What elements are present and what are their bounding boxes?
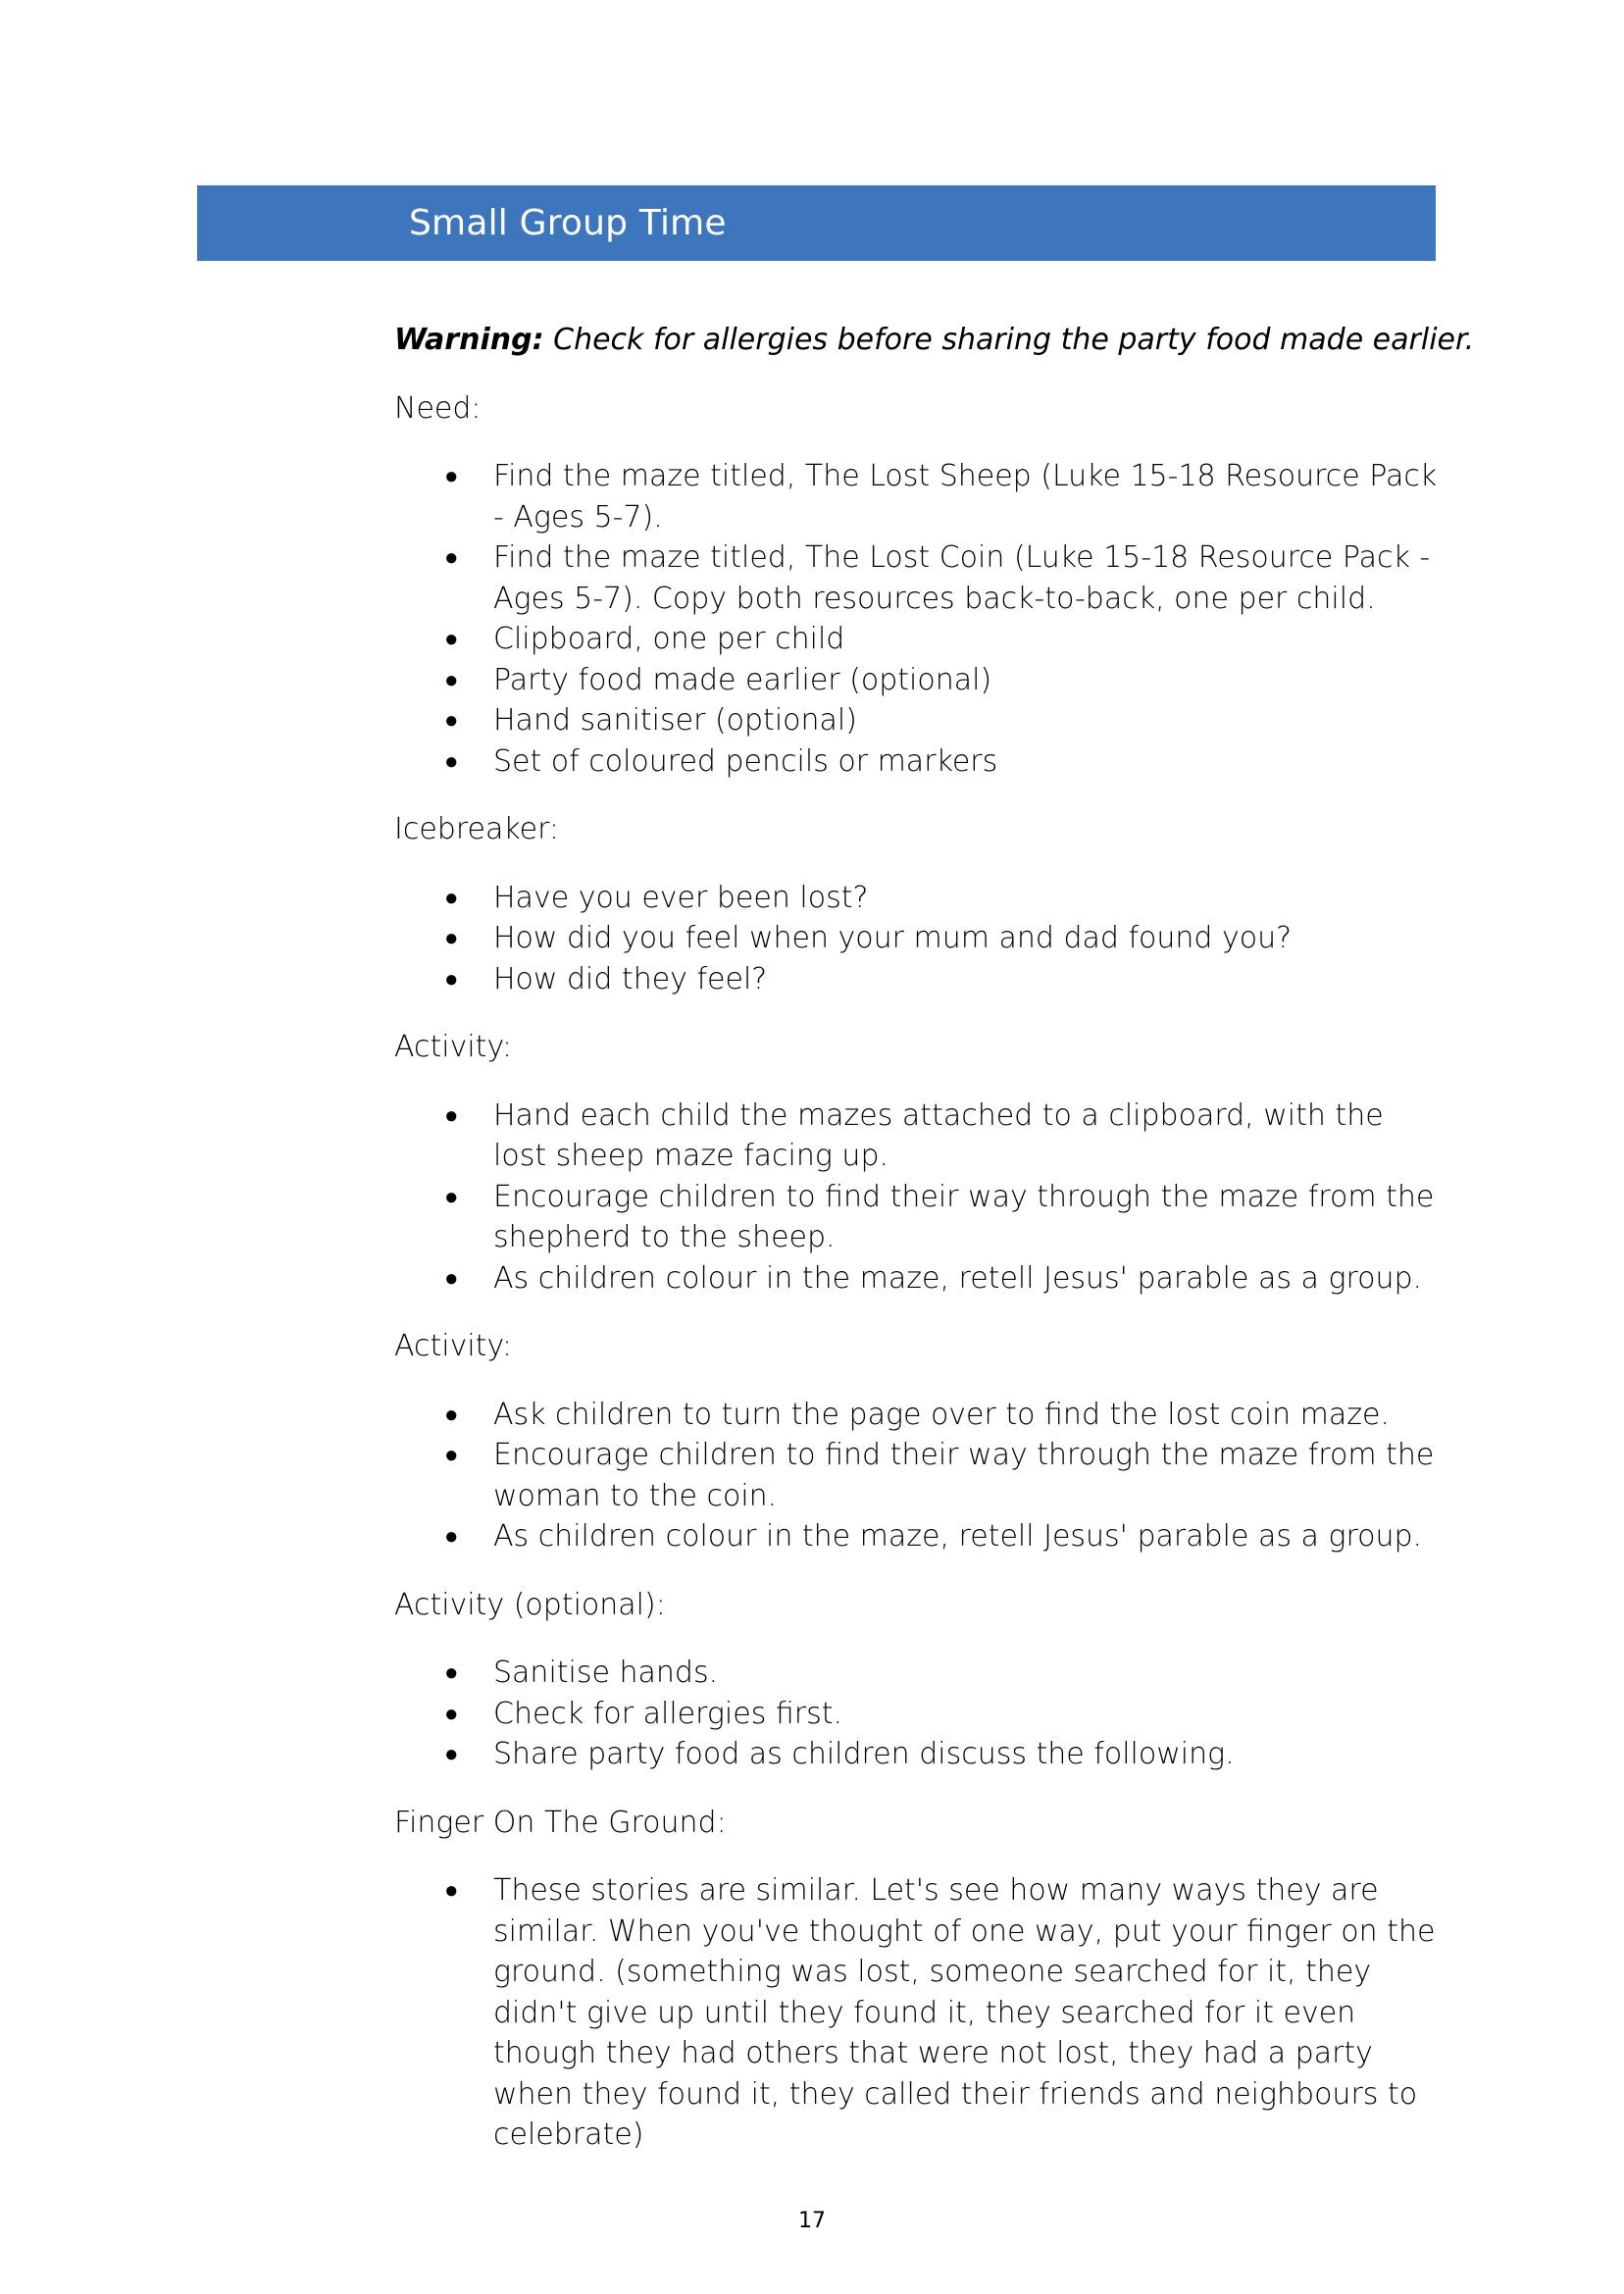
bullet-icon: ●: [444, 1182, 459, 1210]
section-label: Activity (optional):: [394, 1587, 666, 1622]
bullet-list: [394, 878, 1444, 1000]
list-item-text: Share party food as children discuss the following.: [493, 1737, 1235, 1771]
bullet-icon: ●: [444, 746, 459, 775]
allergy-warning: [394, 320, 1475, 361]
list-item-text: Clipboard, one per child: [493, 622, 845, 656]
list-item-text: Have you ever been lost?: [493, 880, 869, 915]
list-item-text: Encourage children to find their way through the maze from the woman to the coin.: [493, 1438, 1435, 1513]
page-title: Small Group Time: [409, 203, 727, 243]
main-content: [394, 320, 1475, 2183]
section-header-banner: [197, 185, 1436, 261]
list-item: [394, 1177, 1440, 1258]
list-item: [394, 1516, 1440, 1557]
bullet-icon: ●: [444, 1100, 459, 1129]
bullet-list: [394, 1395, 1444, 1557]
bullet-icon: ●: [444, 1699, 459, 1727]
list-item: [394, 537, 1440, 619]
bullet-icon: ●: [444, 964, 459, 993]
list-item-text: Party food made earlier (optional): [493, 662, 992, 697]
bullet-list: [394, 1653, 1444, 1775]
list-item-text: Find the maze titled, The Lost Sheep (Luke 15-18 Resource Pack - Ages 5-7).: [493, 459, 1438, 535]
bullet-icon: ●: [444, 462, 459, 489]
bullet-icon: ●: [444, 883, 459, 911]
section-label: Icebreaker:: [394, 812, 560, 846]
list-item: [394, 700, 1440, 741]
list-item: [394, 1096, 1440, 1177]
list-item: [394, 619, 1440, 660]
list-item-text: As children colour in the maze, retell Jesus' parable as a group.: [493, 1519, 1423, 1554]
list-item-text: How did they feel?: [493, 961, 768, 996]
list-item-text: Hand sanitiser (optional): [493, 703, 857, 738]
list-item-text: These stories are similar. Let's see how many ways they are similar. When you've thought of one way, put your finger on the ground. (something was lost, someone searched for it, they didn't give up until they found it, they searched for it even though they had others that were not lost, they had a party when they found it, they called their friends and neighbours to celebrate): [493, 1873, 1436, 2152]
bullet-list: [394, 1870, 1444, 2156]
bullet-icon: ●: [444, 924, 459, 951]
bullet-icon: ●: [444, 1400, 459, 1428]
list-item: [394, 1870, 1440, 2156]
list-item-text: How did you feel when your mum and dad found you?: [493, 921, 1293, 955]
list-item: [394, 456, 1440, 537]
section-label: Finger On The Ground:: [394, 1805, 727, 1840]
list-item-text: Hand each child the mazes attached to a clipboard, with the lost sheep maze facing up.: [493, 1097, 1384, 1173]
section-label: Activity:: [394, 1030, 513, 1064]
list-item: [394, 660, 1440, 701]
list-item: [394, 1653, 1440, 1694]
list-item: [394, 741, 1440, 783]
bullet-icon: ●: [444, 625, 459, 652]
bullet-list: [394, 456, 1444, 782]
bullet-icon: ●: [444, 665, 459, 693]
bullet-icon: ●: [444, 1522, 459, 1550]
bullet-icon: ●: [444, 1658, 459, 1686]
bullet-icon: ●: [444, 543, 459, 571]
bullet-list: [394, 1096, 1444, 1300]
list-item-text: Set of coloured pencils or markers: [493, 743, 998, 779]
list-item: [394, 1435, 1440, 1516]
bullet-icon: ●: [444, 1876, 459, 1904]
list-item: [394, 918, 1440, 959]
list-item: [394, 1395, 1440, 1436]
warning-text: Check for allergies before sharing the party food made earlier.: [553, 323, 1475, 357]
list-item: [394, 1258, 1440, 1300]
bullet-icon: ●: [444, 1441, 459, 1468]
bullet-icon: ●: [444, 1263, 459, 1292]
list-item: [394, 1734, 1440, 1775]
list-item-text: As children colour in the maze, retell Jesus' parable as a group.: [493, 1260, 1423, 1296]
section-label: Activity:: [394, 1329, 513, 1363]
bullet-icon: ●: [444, 1740, 459, 1767]
list-item: [394, 959, 1440, 1000]
section-label: Need:: [394, 390, 482, 426]
list-item-text: Sanitise hands.: [493, 1656, 719, 1690]
list-item-text: Encourage children to find their way through the maze from the shepherd to the sheep.: [493, 1179, 1435, 1254]
warning-label: Warning:: [394, 323, 544, 357]
bullet-icon: ●: [444, 706, 459, 734]
list-item-text: Check for allergies first.: [493, 1696, 843, 1731]
list-item-text: Find the maze titled, The Lost Coin (Luke 15-18 Resource Pack - Ages 5-7). Copy both resources back-to-back, one per child.: [493, 540, 1431, 616]
list-item-text: Ask children to turn the page over to find the lost coin maze.: [493, 1397, 1390, 1432]
list-item: [394, 878, 1440, 919]
page-number: 17: [798, 2209, 826, 2233]
list-item: [394, 1694, 1440, 1735]
